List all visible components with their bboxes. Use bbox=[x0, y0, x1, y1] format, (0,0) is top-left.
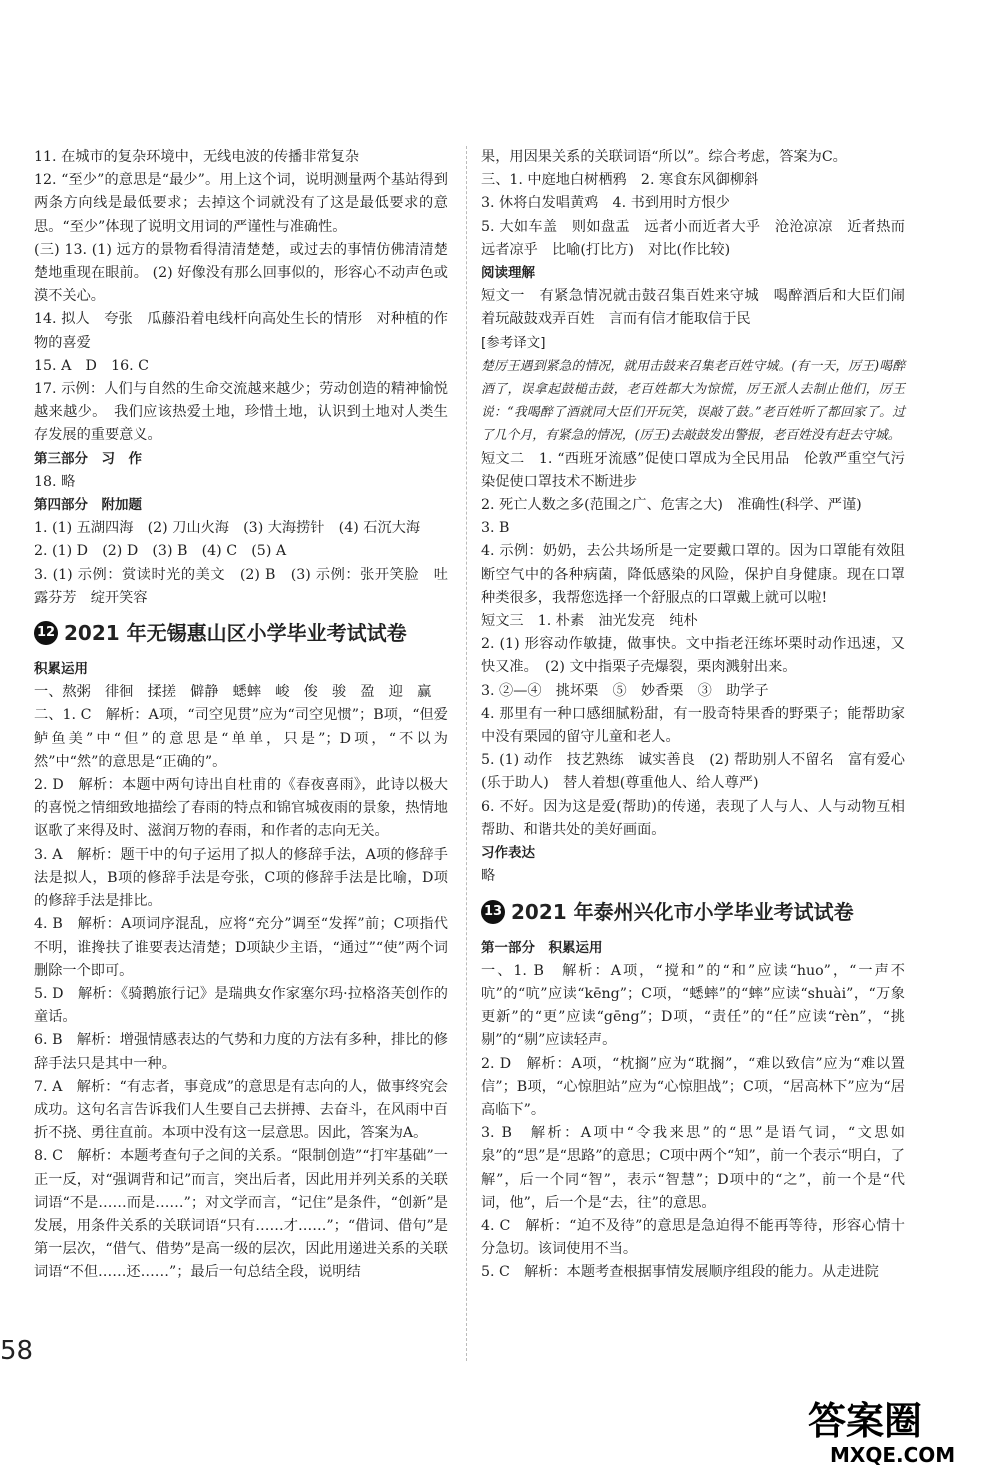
section-heading: 第三部分 习 作 bbox=[34, 450, 142, 467]
watermark-site: MXQE.COM bbox=[830, 1443, 956, 1467]
translation-text: 楚厉王遇到紧急的情况，就用击鼓来召集老百姓守城。(有一天，厉王)喝醉酒了，误拿起鼓槌击鼓，老百姓都大为惊慌，厉王派人去制止他们，厉王说：“我喝醉了酒就同大臣们开玩笑，误敲了鼓。”老百姓听了都回家了。过了几个月，有紧急的情况，(厉王)去敲鼓发出警报，老百姓没有赶去守城。 bbox=[481, 358, 905, 444]
section-heading: 积累运用 bbox=[34, 661, 88, 678]
answer-paragraph: 二、1. C 解析：A项，“司空见贯”应为“司空见惯”；B项，“但爱鲈鱼美”中“但”的意思是“单单，只是”；D项，“不以为然”中“然”的意思是“正确的”。 bbox=[34, 707, 448, 770]
section-number-badge: 12 bbox=[34, 621, 58, 645]
answer-paragraph: 17. 示例：人们与自然的生命交流越来越少；劳动创造的精神愉悦越来越少。 我们应该热爱土地，珍惜土地，认识到土地对人类生存发展的重要意义。 bbox=[34, 381, 448, 444]
section-heading: 阅读理解 bbox=[481, 265, 535, 282]
answer-paragraph: 5. 大如车盖 则如盘盂 远者小而近者大乎 沧沧凉凉 近者热而远者凉乎 比喻(打比方) 对比(作比较) bbox=[481, 218, 905, 258]
translation-label: [参考译文] bbox=[481, 334, 546, 351]
answer-paragraph: 15. A D 16. C bbox=[34, 357, 149, 374]
section-title-text: 2021 年无锡惠山区小学毕业考试试卷 bbox=[64, 621, 407, 646]
answer-paragraph: 3. (1) 示例：赏读时光的美文 (2) B (3) 示例：张开笑脸 吐露芬芳 绽开笑容 bbox=[34, 566, 448, 606]
column-divider bbox=[466, 146, 467, 1361]
answer-paragraph: 短文一 有紧急情况就击鼓召集百姓来守城 喝醉酒后和大臣们闹着玩敲鼓戏弄百姓 言而有信才能取信于民 bbox=[481, 288, 905, 328]
answer-paragraph: 6. B 解析：增强情感表达的气势和力度的方法有多种，排比的修辞手法只是其中一种。 bbox=[34, 1032, 448, 1072]
answer-paragraph: 短文二 1. “西班牙流感”促使口罩成为全民用品 伦敦严重空气污染促使口罩技术不断进步 bbox=[481, 450, 905, 490]
answer-paragraph: 一、熬粥 徘徊 揉搓 僻静 蟋蟀 峻 俊 骏 盈 迎 赢 bbox=[34, 684, 432, 701]
answer-paragraph: 5. C 解析：本题考查根据事情发展顺序组段的能力。从走进院 bbox=[481, 1264, 879, 1281]
answer-paragraph: 一、1. B 解析：A项，“搅和”的“和”应读“huo”，“一声不吭”的“吭”应读“kēng”；C项，“蟋蟀”的“蟀”应读“shuài”，“万象更新”的“更”应读“gēng”；D项，“责任”的“任”应读“rèn”，“挑剔”的“剔”应读轻声。 bbox=[481, 962, 905, 1049]
answer-paragraph: 4. 示例：奶奶，去公共场所是一定要戴口罩的。因为口罩能有效阻断空气中的各种病菌，降低感染的风险，保护自身健康。现在口罩种类很多，我帮您选择一个舒服点的口罩戴上就可以啦! bbox=[481, 543, 905, 606]
answer-paragraph: 3. ②—④ 挑坏栗 ⑤ 妙香栗 ③ 助学子 bbox=[481, 682, 769, 699]
answer-paragraph: 6. 不好。因为这是爱(帮助)的传递，表现了人与人、人与动物互相帮助、和谐共处的美好画面。 bbox=[481, 798, 905, 838]
answer-paragraph: 4. 那里有一种口感细腻粉甜，有一股奇特果香的野栗子；能帮助家中没有栗园的留守儿童和老人。 bbox=[481, 705, 905, 746]
answer-paragraph: 4. B 解析：A项词序混乱，应将“充分”调至“发挥”前；C项指代不明，谁搀扶了谁要表达清楚；D项缺少主语，“通过”“使”两个词删除一个即可。 bbox=[34, 916, 448, 979]
answer-paragraph: 1. (1) 五湖四海 (2) 刀山火海 (3) 大海捞针 (4) 石沉大海 bbox=[34, 520, 421, 537]
answer-paragraph: 11. 在城市的复杂环境中，无线电波的传播非常复杂 bbox=[34, 149, 360, 165]
answer-paragraph: 5. (1) 动作 技艺熟练 诚实善良 (2) 帮助别人不留名 富有爱心(乐于助人) 替人着想(尊重他人、给人尊严) bbox=[481, 752, 905, 792]
answer-paragraph: 14. 拟人 夸张 瓜藤沿着电线杆向高处生长的情形 对种植的作物的喜爱 bbox=[34, 311, 448, 351]
answer-paragraph: 3. B bbox=[481, 520, 510, 537]
answer-paragraph: 12. “至少”的意思是“最少”。用上这个词，说明测量两个基站得到两条方向线是最低要求；去掉这个词就没有了这是最低要求的意思。“至少”体现了说明文用词的严谨性与准确性。 bbox=[34, 172, 448, 235]
section-heading: 习作表达 bbox=[481, 845, 535, 862]
section-title bbox=[34, 618, 448, 648]
answer-paragraph: 5. D 解析：《骑鹅旅行记》是瑞典女作家塞尔玛·拉格洛芙创作的童话。 bbox=[34, 985, 448, 1026]
answer-paragraph: 2. D 解析：本题中两句诗出自杜甫的《春夜喜雨》，此诗以极大的喜悦之情细致地描绘了春雨的特点和锦官城夜雨的景象，热情地讴歌了来得及时、滋润万物的春雨，和作者的志向无关。 bbox=[34, 777, 448, 840]
answer-paragraph: 3. 休将白发唱黄鸡 4. 书到用时方恨少 bbox=[481, 195, 730, 212]
answer-paragraph: 短文三 1. 朴素 油光发亮 纯朴 bbox=[481, 613, 698, 630]
watermark-main: 答案圈 bbox=[808, 1399, 923, 1443]
section-number-badge: 13 bbox=[481, 900, 505, 924]
left-column bbox=[34, 146, 448, 1285]
answer-paragraph: 果，用因果关系的关联词语“所以”。综合考虑，答案为C。 bbox=[481, 149, 847, 165]
right-column bbox=[481, 146, 905, 1285]
section-title bbox=[481, 897, 905, 927]
section-heading: 第一部分 积累运用 bbox=[481, 939, 603, 956]
section-title-text: 2021 年泰州兴化市小学毕业考试试卷 bbox=[511, 899, 854, 924]
answer-paragraph: 18. 略 bbox=[34, 473, 76, 490]
answer-paragraph: 4. C 解析：“迫不及待”的意思是急迫得不能再等待，形容心情十分急切。该词使用不当。 bbox=[481, 1217, 905, 1258]
answer-paragraph: (三) 13. (1) 远方的景物看得清清楚楚，或过去的事情仿佛清清楚楚地重现在眼前。 (2) 好像没有那么回事似的，形容心不动声色或漠不关心。 bbox=[34, 241, 448, 305]
page-number: 58 bbox=[0, 1336, 34, 1366]
answer-paragraph: 2. (1) 形容动作敏捷，做事快。文中指老汪练坏栗时动作迅速，又快又准。 (2) 文中指栗子壳爆裂，栗肉溅射出来。 bbox=[481, 636, 905, 676]
answer-paragraph: 2. 死亡人数之多(范围之广、危害之大) 准确性(科学、严谨) bbox=[481, 497, 862, 514]
section-heading: 第四部分 附加题 bbox=[34, 497, 142, 514]
watermark-logo bbox=[800, 1390, 990, 1468]
answer-paragraph: 3. B 解析：A项中“令我来思”的“思”是语气词，“文思如泉”的“思”是“思路”的意思；C项中两个“知”，前一个表示“明白，了解”，后一个同“智”，表示“智慧”；D项中的“之”，前一个是“代词，他”，后一个是“去，往”的意思。 bbox=[481, 1125, 905, 1211]
answer-paragraph: 2. D 解析：A项，“枕搁”应为“耽搁”，“难以致信”应为“难以置信”；B项，“心惊胆站”应为“心惊胆战”；C项，“居高林下”应为“居高临下”。 bbox=[481, 1055, 905, 1118]
answer-paragraph: 3. A 解析：题干中的句子运用了拟人的修辞手法，A项的修辞手法是拟人，B项的修辞手法是夸张，C项的修辞手法是比喻，D项的修辞手法是排比。 bbox=[34, 846, 448, 910]
answer-paragraph: 三、1. 中庭地白树栖鸦 2. 寒食东风御柳斜 bbox=[481, 172, 759, 189]
answer-paragraph: 7. A 解析：“有志者，事竟成”的意思是有志向的人，做事终究会成功。这句名言告诉我们人生要自己去拼搏、去奋斗，在风雨中百折不挠、勇往直前。本项中没有这一层意思。因此，答案为A。 bbox=[34, 1078, 448, 1142]
answer-paragraph: 2. (1) D (2) D (3) B (4) C (5) A bbox=[34, 543, 287, 560]
answer-paragraph: 8. C 解析：本题考查句子之间的关系。“限制创造”“打牢基础”一正一反，对“强调背和记”而言，突出后者，因此用并列关系的关联词语“不是……而是……”；对文学而言，“记住”是条件，“创新”是发展，用条件关系的关联词语“只有……才……”；“借词、借句”是第一层次，“借气、借势”是高一级的层次，因此用递进关系的关联词语“不但……还……”；最后一句总结全段，说明结 bbox=[34, 1148, 448, 1281]
answer-paragraph: 略 bbox=[481, 868, 496, 885]
